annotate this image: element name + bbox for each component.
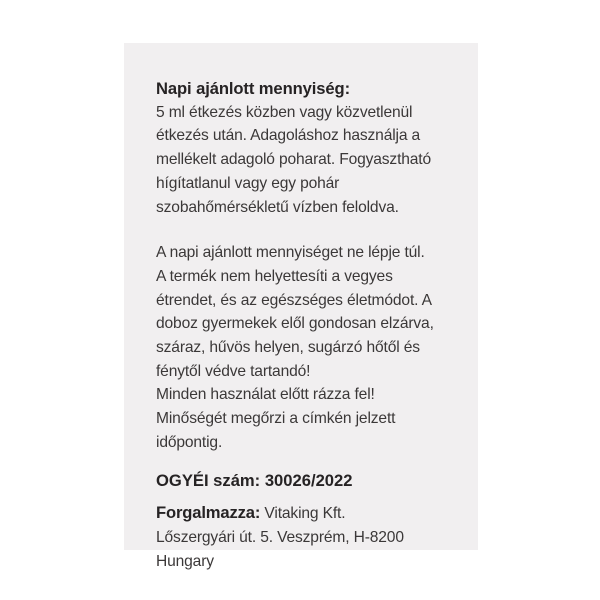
warning-line: A termék nem helyettesíti a vegyes bbox=[156, 267, 393, 285]
dosage-section bbox=[156, 77, 460, 219]
warning-line: étrendet, és az egészséges életmódot. A bbox=[156, 291, 432, 309]
warning-line: Minden használat előtt rázza fel! bbox=[156, 386, 375, 404]
dosage-heading: Napi ajánlott mennyiség: bbox=[156, 79, 350, 98]
product-label-card bbox=[124, 43, 478, 570]
warning-line: időpontig. bbox=[156, 433, 223, 451]
dosage-line: hígítatlanul vagy egy pohár bbox=[156, 174, 340, 192]
distributor-section bbox=[156, 501, 460, 573]
warning-line: fénytől védve tartandó! bbox=[156, 362, 311, 380]
distributor-label: Forgalmazza: bbox=[156, 503, 261, 523]
distributor-line-1 bbox=[156, 501, 460, 526]
ogyei-number: OGYÉI szám: 30026/2022 bbox=[156, 470, 353, 490]
distributor-address: Lőszergyári út. 5. Veszprém, H-8200 bbox=[156, 528, 404, 546]
dosage-line: étkezés után. Adagoláshoz használja a bbox=[156, 127, 421, 145]
warning-section bbox=[156, 241, 460, 454]
dosage-line: 5 ml étkezés közben vagy közvetlenül bbox=[156, 103, 413, 121]
dosage-line: szobahőmérsékletű vízben feloldva. bbox=[156, 198, 399, 216]
warning-line: doboz gyermekek elől gondosan elzárva, bbox=[156, 315, 434, 333]
dosage-line: mellékelt adagoló poharat. Fogyasztható bbox=[156, 151, 432, 169]
warning-line: száraz, hűvös helyen, sugárzó hőtől és bbox=[156, 339, 420, 357]
distributor-name: Vitaking Kft. bbox=[260, 505, 346, 523]
distributor-country: Hungary bbox=[156, 552, 214, 570]
warning-line: Minőségét megőrzi a címkén jelzett bbox=[156, 410, 396, 428]
warning-line: A napi ajánlott mennyiséget ne lépje túl. bbox=[156, 244, 425, 262]
